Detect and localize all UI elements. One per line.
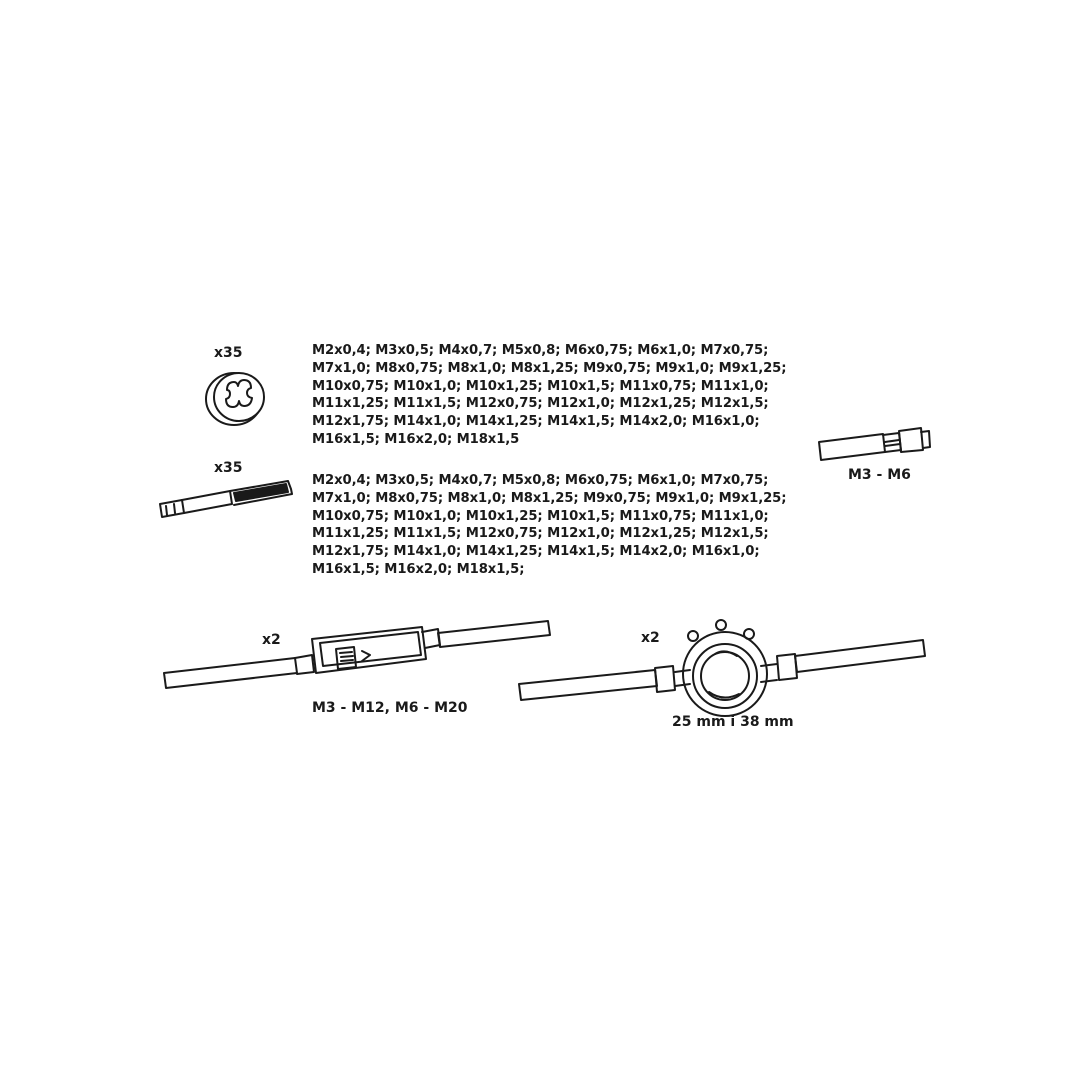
tap-holder-range: M3 - M6: [848, 467, 911, 483]
tap-wrench-icon: [160, 615, 560, 695]
die-size-row: M7x1,0; M8x0,75; M8x1,0; M8x1,25; M9x0,75; M9x1,0; M9x1,25;: [312, 360, 787, 376]
die-quantity: x35: [214, 345, 243, 361]
die-size-row: M12x1,75; M14x1,0; M14x1,25; M14x1,5; M14x2,0; M16x1,0;: [312, 414, 760, 430]
tap-wrench-range: M3 - M12, M6 - M20: [312, 700, 468, 716]
die-size-row: M16x1,5; M16x2,0; M18x1,5: [312, 431, 520, 447]
die-wrench-quantity: x2: [641, 630, 660, 646]
tap-size-row: M16x1,5; M16x2,0; M18x1,5;: [312, 561, 525, 577]
die-size-row: M10x0,75; M10x1,0; M10x1,25; M10x1,5; M11x0,75; M11x1,0;: [312, 378, 769, 394]
tap-size-row: M11x1,25; M11x1,5; M12x0,75; M12x1,0; M12x1,25; M12x1,5;: [312, 526, 769, 542]
die-sizes: [312, 342, 822, 449]
tap-holder-icon: [815, 422, 935, 466]
die-size-row: M2x0,4; M3x0,5; M4x0,7; M5x0,8; M6x0,75; M6x1,0; M7x0,75;: [312, 343, 769, 358]
tap-quantity: x35: [214, 460, 243, 476]
tap-sizes: [312, 472, 822, 579]
tap-size-row: M7x1,0; M8x0,75; M8x1,0; M8x1,25; M9x0,75; M9x1,0; M9x1,25;: [312, 490, 787, 506]
tap-size-row: M10x0,75; M10x1,0; M10x1,25; M10x1,5; M11x0,75; M11x1,0;: [312, 508, 769, 524]
tap-size-row: M2x0,4; M3x0,5; M4x0,7; M5x0,8; M6x0,75; M6x1,0; M7x0,75;: [312, 473, 769, 488]
die-stock-icon: [515, 612, 930, 722]
tap-wrench-quantity: x2: [262, 632, 281, 648]
tap-icon: [152, 476, 297, 526]
die-size-row: M11x1,25; M11x1,5; M12x0,75; M12x1,0; M12x1,25; M12x1,5;: [312, 396, 769, 412]
tap-size-row: M12x1,75; M14x1,0; M14x1,25; M14x1,5; M14x2,0; M16x1,0;: [312, 544, 760, 560]
round-die-icon: [200, 368, 270, 428]
die-wrench-range: 25 mm i 38 mm: [672, 714, 794, 730]
